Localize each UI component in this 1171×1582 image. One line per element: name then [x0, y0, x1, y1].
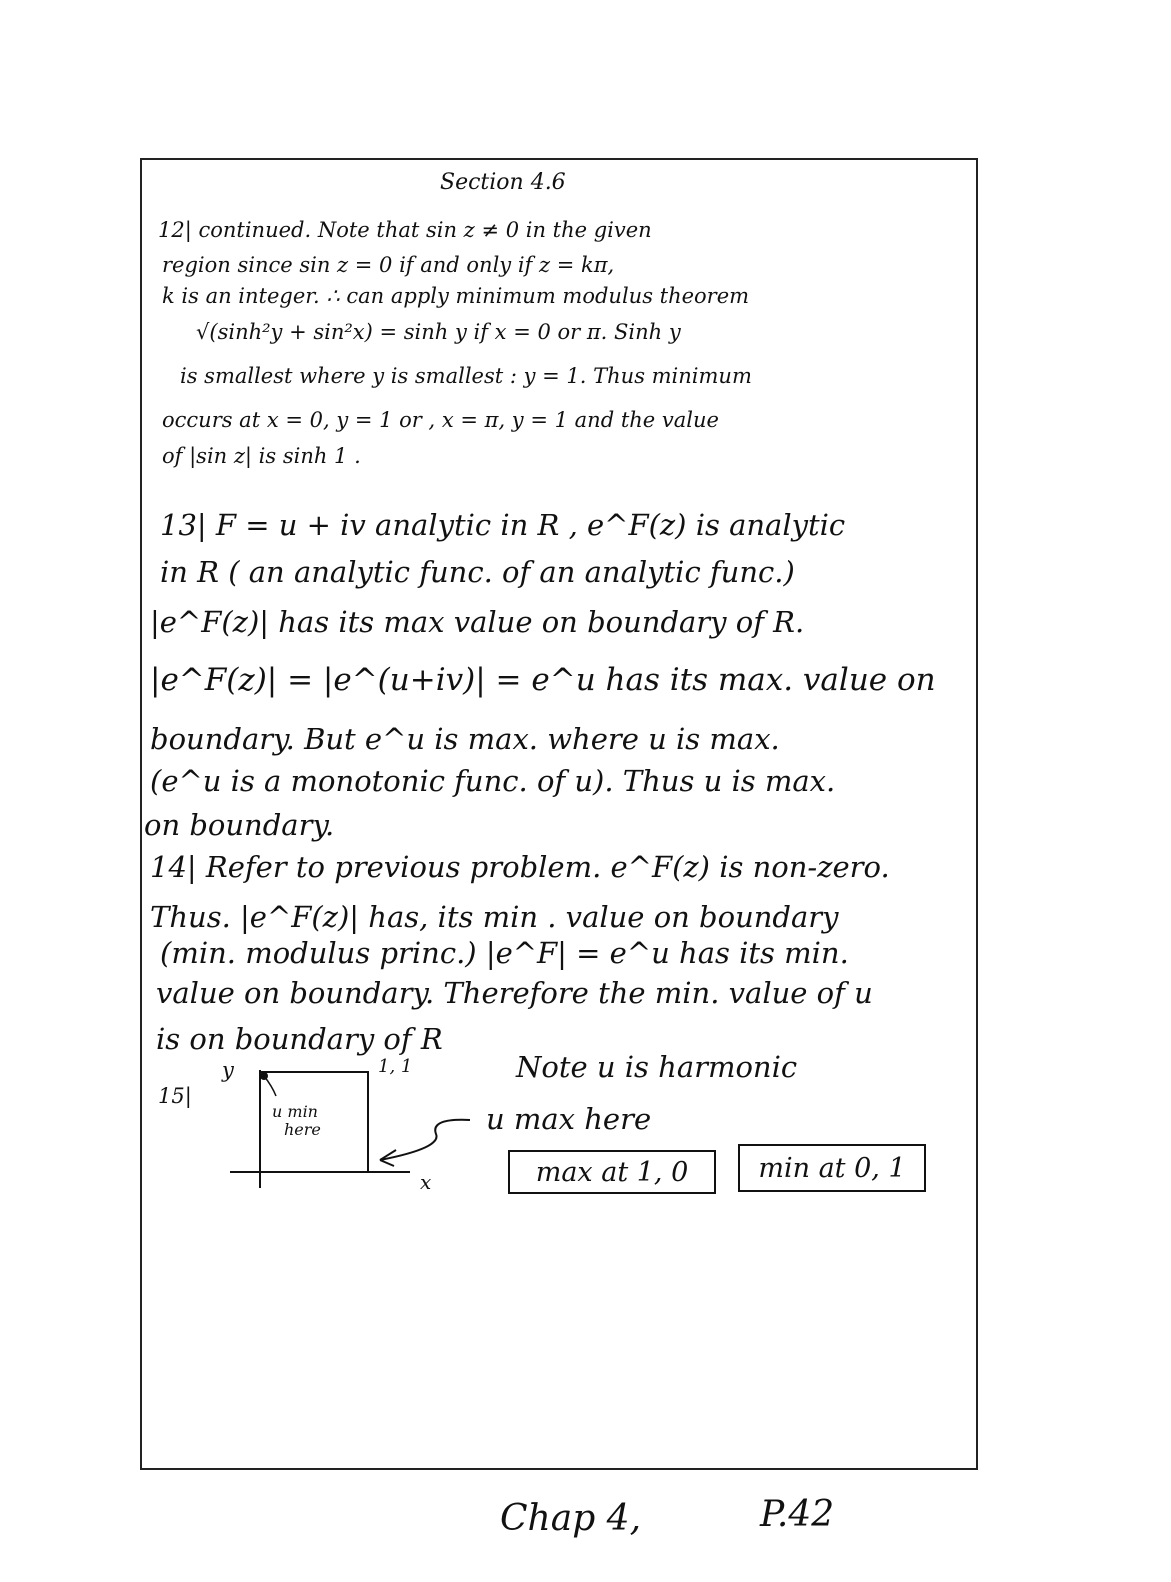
p15-axis-y: y: [222, 1058, 234, 1082]
p15-number: 15|: [158, 1084, 192, 1108]
p12-line-1: 12| continued. Note that sin z ≠ 0 in the given: [158, 218, 652, 242]
p13-line-5: boundary. But e^u is max. where u is max.: [150, 722, 780, 756]
p14-line-2: Thus. |e^F(z)| has, its min . value on boundary: [150, 900, 839, 934]
p15-note: Note u is harmonic: [516, 1050, 798, 1084]
p15-corner-label: 1, 1: [378, 1056, 413, 1077]
answer-box-min: min at 0, 1: [738, 1144, 926, 1192]
p15-axis-x: x: [420, 1170, 432, 1194]
min-pointer: [264, 1076, 276, 1096]
p14-line-5: is on boundary of R: [156, 1022, 443, 1056]
p13-line-1: 13| F = u + iv analytic in R , e^F(z) is analytic: [160, 508, 846, 542]
p13-line-2: in R ( an analytic func. of an analytic func.): [160, 555, 795, 589]
p15-min-label-1: u min: [272, 1102, 318, 1121]
p12-line-4: √(sinh²y + sin²x) = sinh y if x = 0 or π. Sinh y: [196, 320, 681, 344]
p13-line-4: |e^F(z)| = |e^(u+iv)| = e^u has its max. value on: [150, 662, 936, 698]
footer-chapter: Chap 4,: [500, 1498, 642, 1539]
p15-min-label-2: here: [284, 1120, 321, 1139]
p15-max-label: u max here: [486, 1102, 652, 1136]
p14-line-4: value on boundary. Therefore the min. value of u: [156, 976, 873, 1010]
p13-line-6: (e^u is a monotonic func. of u). Thus u is max.: [150, 764, 836, 798]
p13-line-7: on boundary.: [144, 808, 335, 842]
p12-line-7: of |sin z| is sinh 1 .: [162, 444, 361, 468]
p14-line-1: 14| Refer to previous problem. e^F(z) is non-zero.: [150, 850, 890, 884]
footer-page-number: P.42: [760, 1494, 835, 1535]
p12-line-3: k is an integer. ∴ can apply minimum modulus theorem: [162, 284, 750, 308]
p12-line-2: region since sin z = 0 if and only if z = kπ,: [162, 253, 615, 277]
p12-line-6: occurs at x = 0, y = 1 or , x = π, y = 1 and the value: [162, 408, 719, 432]
p14-line-3: (min. modulus princ.) |e^F| = e^u has its min.: [160, 936, 849, 970]
answer-box-max: max at 1, 0: [508, 1150, 716, 1194]
max-arrow: [370, 1110, 480, 1170]
section-title: Section 4.6: [440, 170, 566, 195]
p12-line-5: is smallest where y is smallest : y = 1. Thus minimum: [180, 364, 752, 388]
p13-line-3: |e^F(z)| has its max value on boundary of R.: [150, 605, 805, 639]
